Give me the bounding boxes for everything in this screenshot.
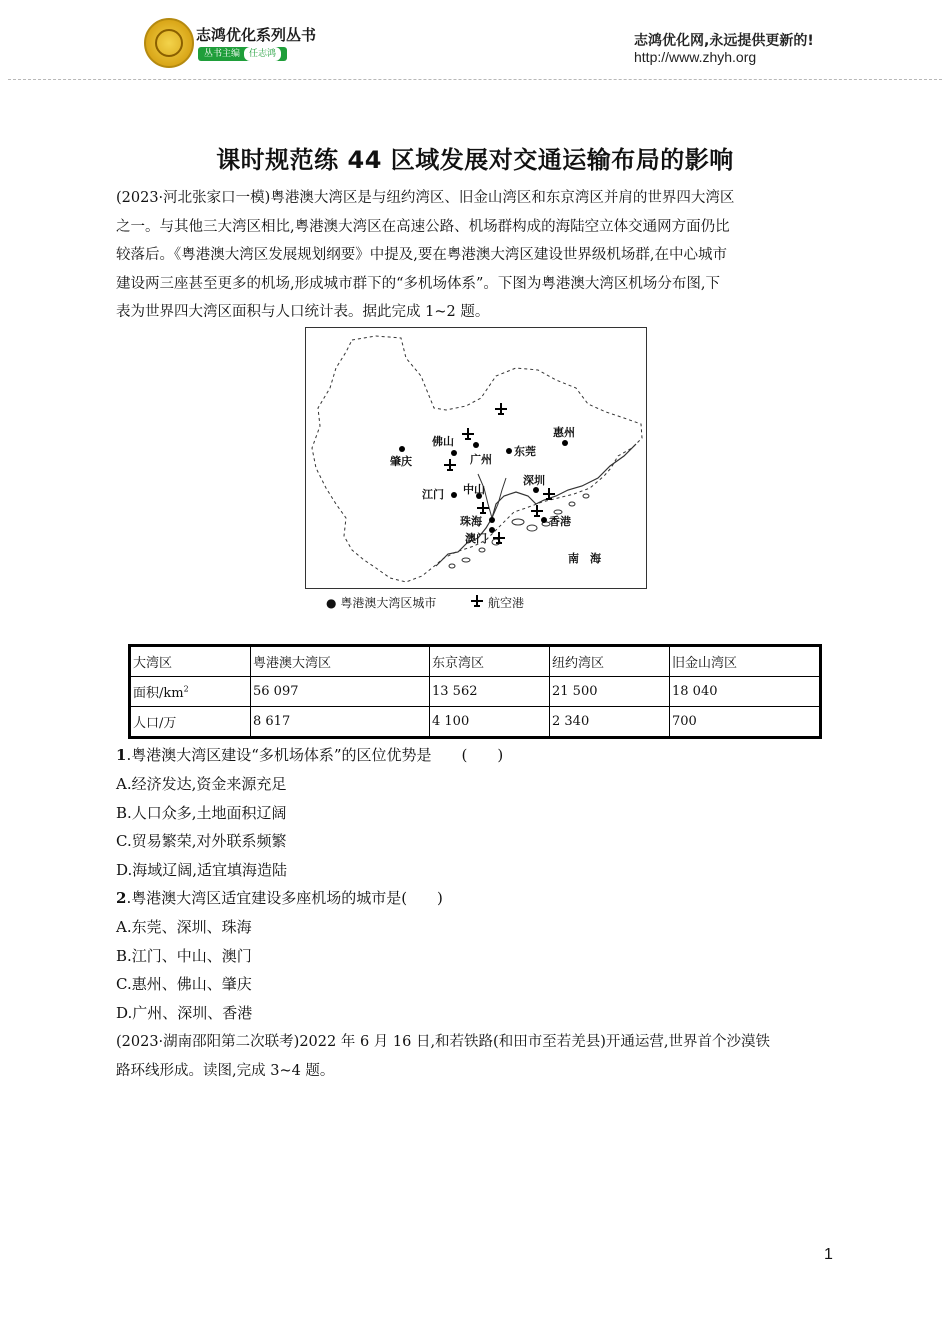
editor-badge bbox=[198, 47, 287, 61]
city-label: 肇庆 bbox=[390, 455, 412, 468]
question-2-option[interactable]: B.江门、中山、澳门 bbox=[116, 947, 252, 965]
legend-airport-label: 航空港 bbox=[487, 596, 524, 610]
city-dot-guangzhou bbox=[473, 442, 479, 448]
airport-icon bbox=[543, 488, 555, 500]
table-cell: 13 562 bbox=[430, 677, 550, 707]
site-url[interactable]: http://www.zhyh.org bbox=[634, 49, 757, 65]
table-header-cell: 东京湾区 bbox=[430, 646, 550, 677]
airport-icon bbox=[493, 532, 505, 544]
table-cell: 21 500 bbox=[550, 677, 670, 707]
table-header-cell: 旧金山湾区 bbox=[670, 646, 821, 677]
map-svg bbox=[306, 328, 646, 588]
city-dot-shenzhen bbox=[533, 487, 539, 493]
city-dot-zhuhai bbox=[489, 517, 495, 523]
city-label: 惠州 bbox=[553, 426, 575, 439]
question-1-stem: 1.粤港澳大湾区建设“多机场体系”的区位优势是 ( ) bbox=[116, 746, 504, 764]
table-row bbox=[130, 707, 821, 738]
table-row-label: 人口/万 bbox=[130, 707, 251, 738]
editor-label: 丛书主编 bbox=[204, 49, 241, 59]
airport-icon bbox=[444, 459, 456, 471]
city-label: 江门 bbox=[422, 488, 444, 501]
intro-line: 较落后。《粤港澳大湾区发展规划纲要》中提及,要在粤港澳大湾区建设世界级机场群,在中心城市 bbox=[116, 247, 727, 264]
city-dot-macau bbox=[489, 527, 495, 533]
series-title: 志鸿优化系列丛书 bbox=[196, 26, 317, 44]
table-header-cell: 大湾区 bbox=[130, 646, 251, 677]
table-header-row bbox=[130, 646, 821, 677]
page-number: 1 bbox=[824, 1246, 833, 1263]
intro-line: (2023·湖南邵阳第二次联考)2022 年 6 月 16 日,和若铁路(和田市至若羌县)开通运营,世界首个沙漠铁 bbox=[116, 1034, 770, 1050]
intro-line: 之一。与其他三大湾区相比,粤港澳大湾区在高速公路、机场群构成的海陆空立体交通网方面仍比 bbox=[116, 218, 730, 235]
intro-line: 路环线形成。读图,完成 3~4 题。 bbox=[116, 1062, 335, 1079]
map-legend bbox=[326, 594, 524, 611]
intro-line: 表为世界四大湾区面积与人口统计表。据此完成 1~2 题。 bbox=[116, 304, 490, 321]
airport-icon bbox=[495, 403, 507, 415]
question-1-option[interactable]: A.经济发达,资金来源充足 bbox=[116, 775, 287, 793]
city-label: 珠海 bbox=[460, 515, 482, 528]
editor-name: 任志鸿 bbox=[244, 47, 281, 61]
table-cell: 8 617 bbox=[251, 707, 430, 738]
intro-line: (2023·河北张家口一模)粤港澳大湾区是与纽约湾区、旧金山湾区和东京湾区并肩的世界四大湾区 bbox=[116, 190, 735, 206]
city-label: 澳门 bbox=[465, 532, 487, 545]
airport-icon bbox=[531, 505, 543, 517]
airport-icon bbox=[477, 502, 489, 514]
table-row-label: 面积$/km^2$ bbox=[130, 677, 251, 707]
city-label: 香港 bbox=[549, 515, 571, 528]
question-2-option[interactable]: C.惠州、佛山、肇庆 bbox=[116, 975, 252, 993]
intro-paragraph-2 bbox=[116, 1028, 830, 1085]
table-cell: 56 097 bbox=[251, 677, 430, 707]
table-cell: 700 bbox=[670, 707, 821, 738]
city-label: 东莞 bbox=[514, 445, 536, 458]
city-label: 广州 bbox=[470, 453, 492, 466]
city-dot-dongguan bbox=[506, 448, 512, 454]
table-cell: 4 100 bbox=[430, 707, 550, 738]
airport-map bbox=[305, 327, 647, 589]
city-label: 中山 bbox=[463, 483, 485, 496]
city-label: 深圳 bbox=[523, 474, 545, 487]
city-dot-jiangmen bbox=[451, 492, 457, 498]
table-header-cell: 纽约湾区 bbox=[550, 646, 670, 677]
city-dot-hongkong bbox=[541, 517, 547, 523]
question-1-option[interactable]: B.人口众多,土地面积辽阔 bbox=[116, 804, 287, 822]
intro-paragraph-1 bbox=[116, 184, 830, 327]
airport-icon bbox=[462, 428, 474, 440]
page-title: 课时规范练 44 区域发展对交通运输布局的影响 bbox=[216, 146, 734, 174]
city-label: 佛山 bbox=[432, 435, 454, 448]
sea-label: 南 海 bbox=[568, 552, 601, 565]
question-2-stem: 2.粤港澳大湾区适宜建设多座机场的城市是( ) bbox=[116, 889, 443, 907]
question-1-option[interactable]: D.海域辽阔,适宜填海造陆 bbox=[116, 861, 288, 879]
question-2-option[interactable]: A.东莞、深圳、珠海 bbox=[116, 918, 252, 936]
table-row bbox=[130, 677, 821, 707]
table-cell: 2 340 bbox=[550, 707, 670, 738]
city-dot-zhaoqing bbox=[399, 446, 405, 452]
header-divider bbox=[8, 79, 942, 80]
page-header bbox=[0, 0, 950, 82]
question-1-option[interactable]: C.贸易繁荣,对外联系频繁 bbox=[116, 832, 287, 850]
legend-city-label: 粤港澳大湾区城市 bbox=[340, 596, 437, 610]
bay-area-table bbox=[128, 644, 822, 739]
question-2-option[interactable]: D.广州、深圳、香港 bbox=[116, 1004, 253, 1022]
city-dot-huizhou bbox=[562, 440, 568, 446]
table-cell: 18 040 bbox=[670, 677, 821, 707]
table-header-cell: 粤港澳大湾区 bbox=[251, 646, 430, 677]
bullet-icon: ● bbox=[326, 595, 337, 610]
series-logo-icon bbox=[144, 18, 194, 68]
city-dot-foshan bbox=[451, 450, 457, 456]
intro-line: 建设两三座甚至更多的机场,形成城市群下的“多机场体系”。下图为粤港澳大湾区机场分布图,下 bbox=[116, 275, 721, 292]
site-slogan: 志鸿优化网,永远提供更新的! bbox=[634, 33, 814, 49]
airplane-icon bbox=[470, 594, 484, 611]
